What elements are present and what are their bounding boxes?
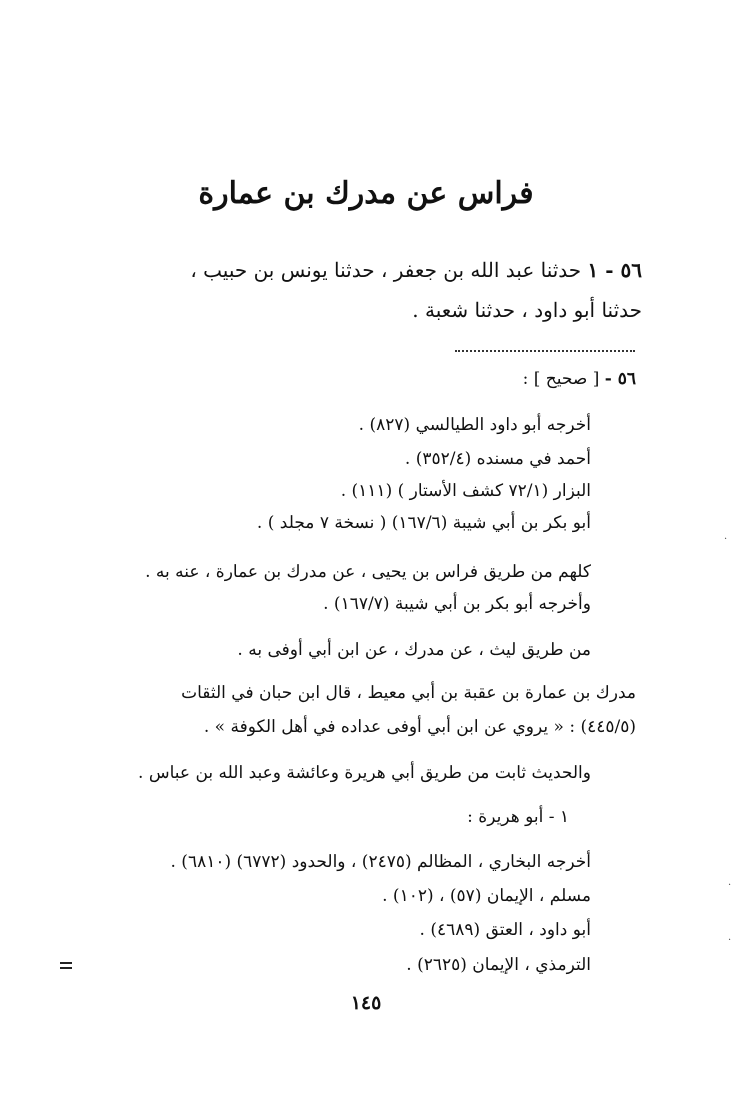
scan-speck: · [728,935,732,946]
scan-speck: · [728,880,732,891]
text-line: أخرجه أبو داود الطيالسي (٨٢٧) . [358,415,591,435]
text-line: أحمد في مسنده (٣٥٢/٤) . [404,449,591,469]
margin-mark [60,962,72,964]
text-line: أخرجه البخاري ، المظالم (٢٤٧٥) ، والحدود (٦٧٧٢) (٦٨١٠) . [170,852,591,872]
grading-line [523,369,636,389]
text-line: ١ - أبو هريرة : [467,807,569,827]
hadith-text-1: حدثنا عبد الله بن جعفر ، حدثنا يونس بن حبيب ، [190,258,582,282]
text-line: أبو داود ، العتق (٤٦٨٩) . [419,920,591,940]
page-number: ١٤٥ [350,992,382,1014]
text-line: من طريق ليث ، عن مدرك ، عن ابن أبي أوفى به . [237,640,591,660]
margin-mark [60,967,72,969]
text-line: أبو بكر بن أبي شيبة (١٦٧/٦) ( نسخة ٧ مجلد ) . [256,513,591,533]
text-line: مدرك بن عمارة بن عقبة بن أبي معيط ، قال ابن حبان في الثقات [181,683,636,703]
text-line: البزار (٧٢/١ كشف الأستار ) (١١١) . [340,481,591,501]
chapter-title: فراس عن مدرك بن عمارة [198,176,534,211]
text-line: مسلم ، الإيمان (٥٧) ، (١٠٢) . [382,886,591,906]
hadith-number: ٥٦ - ١ [587,258,642,282]
hadith-line-1 [190,258,642,282]
hadith-line-2: حدثنا أبو داود ، حدثنا شعبة . [412,298,642,322]
text-line: والحديث ثابت من طريق أبي هريرة وعائشة وعبد الله بن عباس . [138,763,591,783]
scan-speck: · [724,534,728,545]
text-line: (٤٤٥/٥) : « يروي عن ابن أبي أوفى عداده في أهل الكوفة » . [203,717,636,737]
text-line: الترمذي ، الإيمان (٢٦٢٥) . [406,955,591,975]
separator-dots [455,350,635,352]
text-line: وأخرجه أبو بكر بن أبي شيبة (١٦٧/٧) . [323,594,591,614]
grading-label: [ صحيح ] : [522,369,600,389]
grading-number: ٥٦ - [604,369,636,389]
text-line: كلهم من طريق فراس بن يحيى ، عن مدرك بن عمارة ، عنه به . [145,562,591,582]
